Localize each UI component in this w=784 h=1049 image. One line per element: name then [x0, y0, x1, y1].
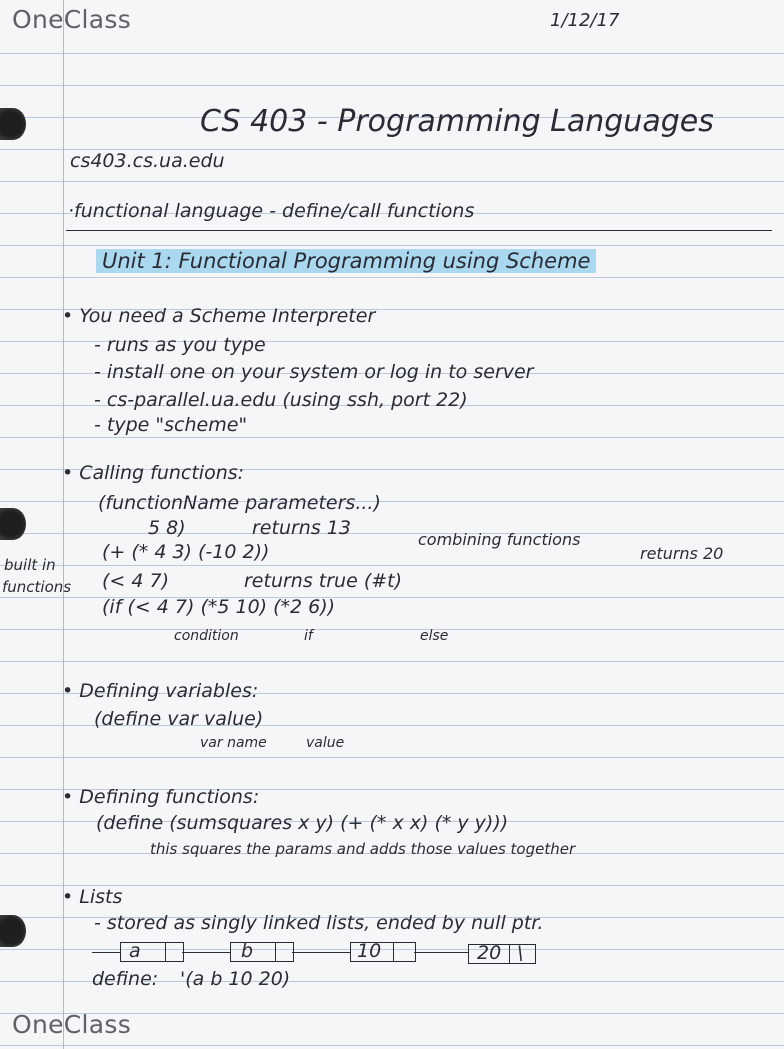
page-title: CS 403 - Programming Languages [200, 104, 714, 139]
combining-functions-note: combining functions [418, 530, 581, 549]
binder-hole-bottom [0, 915, 26, 947]
label-value: value [306, 735, 345, 751]
label-if: if [304, 628, 313, 644]
list-define-label: define: [92, 968, 159, 990]
course-website: cs403.cs.ua.edu [70, 150, 225, 172]
list-define-value: '(a b 10 20) [180, 968, 291, 990]
label-else: else [420, 628, 449, 644]
calling-example-1: 5 8) [148, 517, 186, 539]
interpreter-heading: • You need a Scheme Interpreter [62, 305, 376, 327]
built-in-note: built in [4, 556, 56, 574]
calling-example-2: (+ (* 4 3) (-10 2)) [102, 541, 270, 563]
interpreter-item: - cs-parallel.ua.edu (using ssh, port 22) [94, 389, 468, 411]
functions-note: this squares the params and adds those values together [150, 840, 576, 858]
calling-example-3: (< 4 7) [102, 570, 170, 592]
list-node-10: 10 [350, 942, 416, 962]
calling-heading: • Calling functions: [62, 462, 245, 484]
interpreter-item: - install one on your system or log in to server [94, 361, 534, 383]
functional-language-definition: ·functional language - define/call functions [68, 200, 475, 222]
calling-example-2-result: returns 20 [640, 544, 724, 563]
calling-example-4: (if (< 4 7) (*5 10) (*2 6)) [102, 596, 336, 618]
list-node-20: 20 \ [468, 944, 536, 964]
variables-heading: • Defining variables: [62, 680, 259, 702]
divider-line [66, 230, 772, 231]
unit-heading: Unit 1: Functional Programming using Scheme [96, 249, 596, 273]
functions-syntax: (define (sumsquares x y) (+ (* x x) (* y y))) [96, 812, 509, 834]
functions-heading: • Defining functions: [62, 786, 260, 808]
binder-hole-top [0, 108, 26, 140]
built-in-note: functions [2, 578, 72, 596]
list-link-arrow [292, 952, 350, 953]
label-var-name: var name [200, 735, 267, 751]
calling-example-1-result: returns 13 [252, 517, 351, 539]
interpreter-item: - type "scheme" [94, 414, 248, 436]
note-date: 1/12/17 [550, 10, 620, 31]
list-node-a: a [120, 942, 184, 962]
oneclass-logo-bottom: OneClass [12, 1010, 132, 1039]
interpreter-item: - runs as you type [94, 334, 266, 356]
calling-syntax: (functionName parameters...) [98, 492, 381, 514]
lists-note: - stored as singly linked lists, ended by null ptr. [94, 912, 544, 934]
list-link-arrow [182, 952, 230, 953]
calling-example-3-result: returns true (#t) [244, 570, 403, 592]
oneclass-logo-top: OneClass [12, 5, 132, 34]
list-head-arrow [92, 952, 120, 953]
list-node-b: b [230, 942, 294, 962]
binder-hole-middle [0, 508, 26, 540]
label-condition: condition [174, 628, 239, 644]
null-pointer-mark: \ [517, 942, 524, 964]
lists-heading: • Lists [62, 886, 123, 908]
variables-syntax: (define var value) [94, 708, 264, 730]
list-link-arrow [414, 952, 468, 953]
